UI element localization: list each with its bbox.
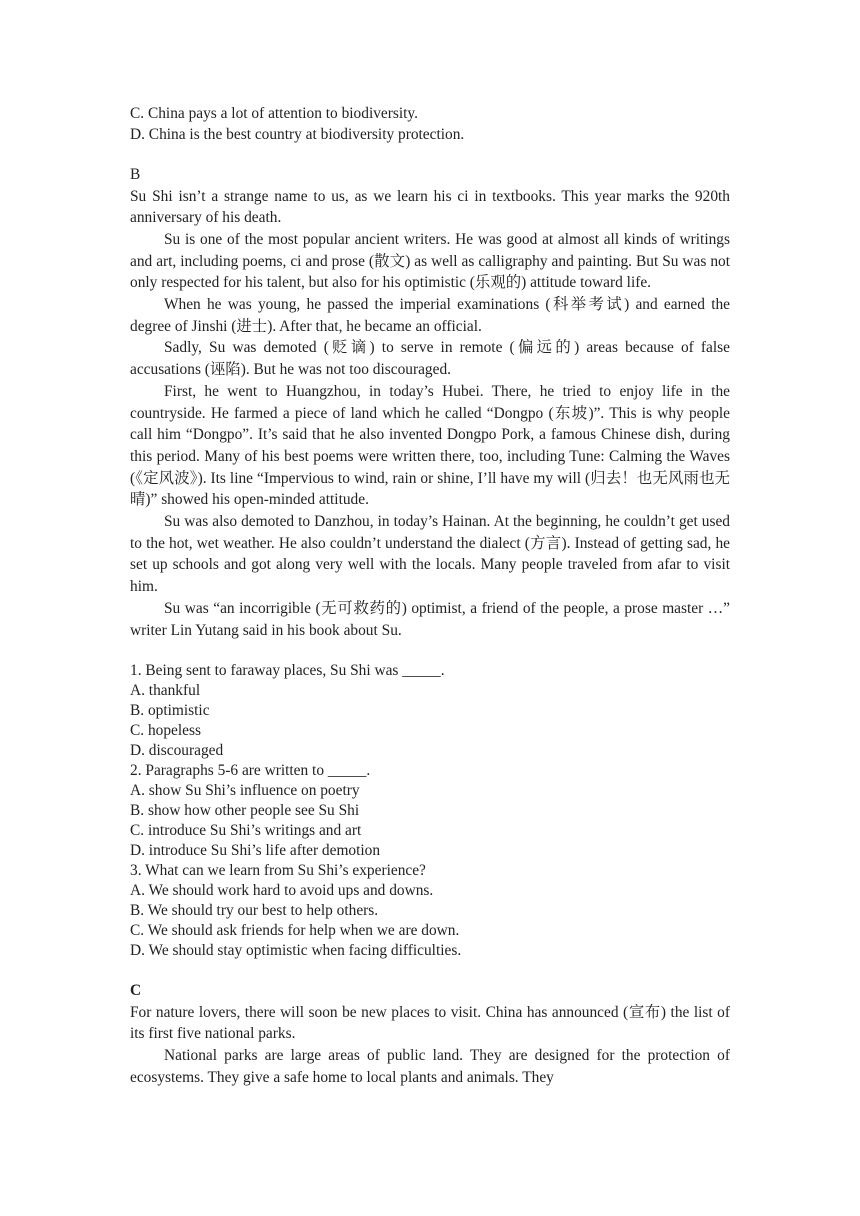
question-3 bbox=[130, 861, 730, 961]
paragraph-4: Sadly, Su was demoted (贬谪) to serve in remote (偏远的) areas because of false accusations (诬陷). But he was not too discouraged. bbox=[130, 339, 730, 379]
question-1 bbox=[130, 661, 730, 761]
paragraph-c2: National parks are large areas of public land. They are designed for the protection of ecosystems. They give a safe home to local plants and animals. They bbox=[130, 1047, 730, 1086]
answer-option: B. optimistic bbox=[130, 702, 210, 720]
answer-option: A. We should work hard to avoid ups and downs. bbox=[130, 882, 434, 900]
question-list bbox=[130, 661, 730, 961]
paragraph-6: Su was also demoted to Danzhou, in today’s Hainan. At the beginning, he couldn’t get used to the hot, wet weather. He also couldn’t understand the dialect (方言). Instead of getting sad, he set up schools and got along very well with the locals. Many people traveled from afar to visit him. bbox=[130, 513, 730, 596]
answer-option: C. hopeless bbox=[130, 722, 201, 740]
answer-option: C. introduce Su Shi’s writings and art bbox=[130, 822, 362, 840]
answer-option: B. show how other people see Su Shi bbox=[130, 802, 360, 820]
paragraph-5: First, he went to Huangzhou, in today’s Hubei. There, he tried to enjoy life in the countryside. He farmed a piece of land which he called “Dongpo (东坡)”. This is why people call him “Dongpo”. It’s said that he also invented Dongpo Pork, a famous Chinese dish, during this period. Many of his best poems were written there, too, including Tune: Calming the Waves (《定风波》). Its line “Impervious to wind, rain or shine, I’ll have my will (归去！也无风雨也无晴)” showed his open-minded attitude. bbox=[130, 382, 730, 509]
answer-option: D. introduce Su Shi’s life after demotion bbox=[130, 842, 381, 860]
document-page bbox=[130, 104, 730, 1089]
answer-option: A. show Su Shi’s influence on poetry bbox=[130, 782, 360, 800]
section-c-label: C bbox=[130, 982, 142, 1000]
answer-option: C. We should ask friends for help when we are down. bbox=[130, 922, 460, 940]
paragraph-2: Su is one of the most popular ancient writers. He was good at almost all kinds of writings and art, including poems, ci and prose (散文) as well as calligraphy and painting. But Su was not only respected for his talent, but also for his optimistic (乐观的) attitude toward life. bbox=[130, 230, 730, 292]
answer-option: B. We should try our best to help others. bbox=[130, 902, 379, 920]
paragraph-7: Su was “an incorrigible (无可救药的) optimist, a friend of the people, a prose master …” writer Lin Yutang said in his book about Su. bbox=[130, 599, 730, 639]
question-stem: 1. Being sent to faraway places, Su Shi was _____. bbox=[130, 662, 445, 680]
option-c: C. China pays a lot of attention to biodiversity. bbox=[130, 105, 418, 122]
paragraph-1: Su Shi isn’t a strange name to us, as we learn his ci in textbooks. This year marks the 920th anniversary of his death. bbox=[130, 187, 730, 227]
question-stem: 2. Paragraphs 5-6 are written to _____. bbox=[130, 762, 371, 780]
question-stem: 3. What can we learn from Su Shi’s experience? bbox=[130, 862, 426, 880]
paragraph-3: When he was young, he passed the imperial examinations (科举考试) and earned the degree of Jinshi (进士). After that, he became an official. bbox=[130, 296, 730, 335]
paragraph-c1: For nature lovers, there will soon be new places to visit. China has announced (宣布) the list of its first five national parks. bbox=[130, 1003, 730, 1043]
answer-option: D. discouraged bbox=[130, 742, 224, 760]
section-b bbox=[130, 165, 730, 961]
previous-options bbox=[130, 104, 730, 145]
section-b-label: B bbox=[130, 166, 141, 183]
section-c bbox=[130, 981, 730, 1088]
option-d: D. China is the best country at biodiversity protection. bbox=[130, 125, 465, 143]
question-2 bbox=[130, 761, 730, 861]
answer-option: A. thankful bbox=[130, 682, 201, 700]
answer-option: D. We should stay optimistic when facing difficulties. bbox=[130, 942, 462, 960]
